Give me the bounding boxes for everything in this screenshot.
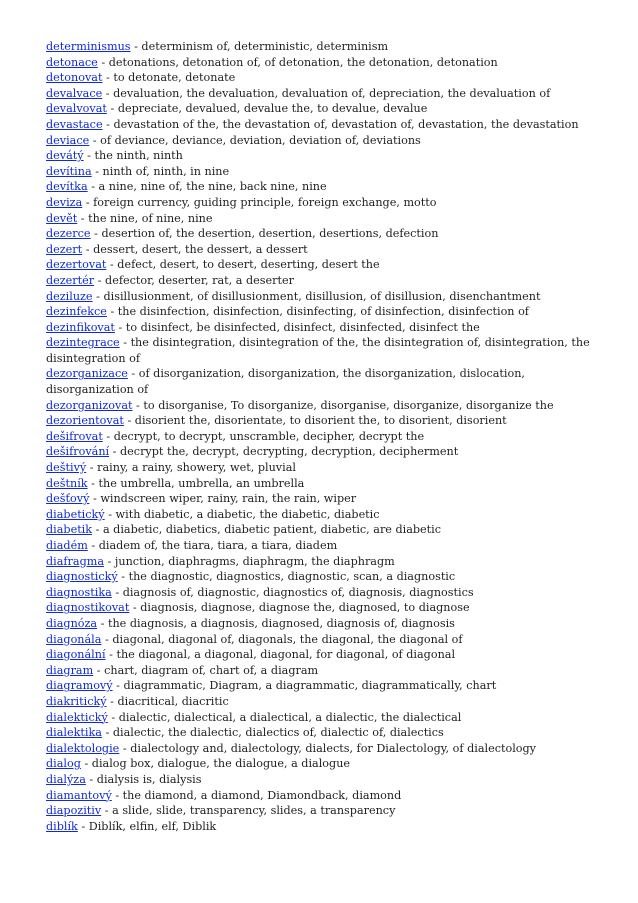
entry-term-link[interactable]: diabetik [46, 523, 93, 537]
dictionary-entry [46, 335, 594, 366]
dictionary-entry [46, 211, 594, 227]
dictionary-entry [46, 476, 594, 492]
dictionary-entry [46, 522, 594, 538]
dictionary-entry [46, 242, 594, 258]
dictionary-entry [46, 39, 594, 55]
entry-term-link[interactable]: diblík [46, 819, 78, 833]
entry-separator: - [111, 788, 123, 802]
dictionary-entry [46, 86, 594, 102]
entry-term-link[interactable]: deviace [46, 133, 90, 147]
entry-separator: - [127, 367, 139, 381]
entry-term-link[interactable]: diafragma [46, 554, 105, 568]
dictionary-entry [46, 195, 594, 211]
entry-translation: of disorganization, disorganization, the disorganization, dislocation, disorganization of [46, 367, 525, 397]
entry-term-link[interactable]: diagnostika [46, 585, 112, 599]
dictionary-entry [46, 569, 594, 585]
entry-translation: foreign currency, guiding principle, foreign exchange, motto [93, 195, 437, 209]
entry-separator: - [104, 554, 115, 568]
entry-term-link[interactable]: devět [46, 211, 78, 225]
entry-term-link[interactable]: devátý [46, 149, 84, 163]
entry-translation: diagrammatic, Diagram, a diagrammatic, diagrammatically, chart [123, 679, 497, 693]
entry-term-link[interactable]: diagonální [46, 648, 106, 662]
entry-separator: - [107, 710, 119, 724]
entry-list [46, 39, 594, 834]
entry-translation: disillusionment, of disillusionment, disillusion, of disillusion, disenchantment [103, 289, 541, 303]
entry-translation: rainy, a rainy, showery, wet, pluvial [97, 461, 296, 475]
entry-term-link[interactable]: dezertér [46, 273, 95, 287]
entry-translation: a diabetic, diabetics, diabetic patient, diabetic, are diabetic [102, 523, 442, 537]
entry-translation: disorient the, disorientate, to disorient the, to disorient, disorient [134, 414, 507, 428]
entry-separator: - [92, 523, 103, 537]
entry-translation: determinism of, deterministic, determinism [141, 40, 389, 53]
dictionary-entry [46, 678, 594, 694]
entry-translation: diagnosis, diagnose, diagnose the, diagnosed, to diagnose [140, 601, 470, 615]
dictionary-entry [46, 148, 594, 164]
dictionary-entry [46, 413, 594, 429]
entry-translation: with diabetic, a diabetic, the diabetic, diabetic [115, 507, 380, 521]
entry-separator: - [89, 133, 101, 147]
entry-separator: - [112, 679, 124, 693]
dictionary-entry [46, 289, 594, 305]
entry-separator: - [92, 289, 104, 303]
entry-translation: decrypt the, decrypt, decrypting, decryption, decipherment [120, 445, 459, 459]
dictionary-entry [46, 273, 594, 289]
entry-separator: - [119, 741, 131, 755]
entry-separator: - [114, 320, 126, 334]
entry-translation: dialectic, dialectical, a dialectical, a dialectic, the dialectical [118, 710, 462, 724]
entry-term-link[interactable]: devítina [46, 164, 92, 178]
dictionary-entry [46, 600, 594, 616]
dictionary-entry [46, 741, 594, 757]
entry-translation: chart, diagram of, chart of, a diagram [104, 663, 319, 677]
dictionary-entry [46, 133, 594, 149]
entry-separator: - [117, 570, 129, 584]
dictionary-entry [46, 179, 594, 195]
entry-term-link[interactable]: dezintegrace [46, 336, 120, 350]
entry-translation: the nine, of nine, nine [88, 211, 213, 225]
entry-translation: the ninth, ninth [94, 149, 183, 163]
dictionary-entry [46, 226, 594, 242]
entry-translation: the diamond, a diamond, Diamondback, diamond [122, 788, 402, 802]
entry-separator: - [130, 40, 142, 53]
entry-term-link[interactable]: diagnostický [46, 570, 118, 584]
entry-translation: diacritical, diacritic [117, 694, 229, 708]
entry-separator: - [119, 336, 131, 350]
dictionary-entry [46, 772, 594, 788]
entry-term-link[interactable]: devalvace [46, 86, 103, 100]
entry-translation: Diblík, elfin, elf, Diblik [88, 819, 217, 833]
entry-separator: - [85, 772, 97, 786]
entry-term-link[interactable]: devítka [46, 180, 88, 194]
entry-term-link[interactable]: dešifrovat [46, 429, 103, 443]
entry-separator: - [82, 242, 94, 256]
dictionary-entry [46, 460, 594, 476]
dictionary-entry [46, 663, 594, 679]
entry-separator: - [91, 164, 103, 178]
entry-separator: - [87, 180, 99, 194]
entry-translation: diagnosis of, diagnostic, diagnostics of, diagnosis, diagnostics [122, 585, 474, 599]
dictionary-entry [46, 647, 594, 663]
entry-separator: - [94, 273, 106, 287]
entry-translation: dialog box, dialogue, the dialogue, a dialogue [91, 757, 351, 771]
entry-separator: - [123, 414, 135, 428]
entry-translation: a slide, slide, transparency, slides, a transparency [112, 804, 396, 818]
entry-translation: decrypt, to decrypt, unscramble, decipher, decrypt the [113, 429, 425, 443]
entry-term-link[interactable]: dialektologie [46, 741, 120, 755]
dictionary-entry [46, 70, 594, 86]
entry-separator: - [93, 663, 105, 677]
entry-separator: - [102, 429, 114, 443]
dictionary-entry [46, 756, 594, 772]
entry-separator: - [97, 616, 108, 630]
dictionary-entry [46, 257, 594, 273]
dictionary-entry [46, 788, 594, 804]
dictionary-entry [46, 491, 594, 507]
dictionary-entry [46, 117, 594, 133]
dictionary-entry [46, 320, 594, 336]
entry-term-link[interactable]: dialektický [46, 710, 108, 724]
entry-term-link[interactable]: dezinfikovat [46, 320, 115, 334]
entry-term-link[interactable]: dialektika [46, 726, 102, 740]
entry-term-link[interactable]: diamantový [46, 788, 112, 802]
entry-translation: defect, desert, to desert, deserting, desert the [117, 258, 380, 272]
entry-term-link[interactable]: dezert [46, 242, 83, 256]
entry-separator: - [105, 648, 117, 662]
entry-translation: defector, deserter, rat, a deserter [105, 273, 294, 287]
entry-separator: - [102, 117, 114, 131]
entry-term-link[interactable]: dešťový [46, 492, 90, 506]
dictionary-entry [46, 554, 594, 570]
entry-separator: - [80, 757, 92, 771]
entry-separator: - [77, 211, 89, 225]
dictionary-entry [46, 803, 594, 819]
entry-term-link[interactable]: diagnóza [46, 616, 98, 630]
entry-translation: desertion of, the desertion, desertion, desertions, defection [101, 227, 439, 241]
entry-separator: - [104, 507, 116, 521]
entry-separator: - [87, 476, 99, 490]
entry-separator: - [106, 102, 118, 116]
entry-translation: dessert, desert, the dessert, a dessert [93, 242, 308, 256]
dictionary-entry [46, 304, 594, 320]
entry-term-link[interactable]: diagonála [46, 632, 102, 646]
dictionary-entry [46, 507, 594, 523]
entry-term-link[interactable]: determinismus [46, 40, 131, 53]
entry-term-link[interactable]: dialog [46, 757, 81, 771]
entry-term-link[interactable]: deviza [46, 195, 83, 209]
entry-translation: dialysis is, dialysis [96, 772, 202, 786]
entry-term-link[interactable]: deštník [46, 476, 88, 490]
entry-term-link[interactable]: dezertovat [46, 258, 107, 272]
entry-term-link[interactable]: detonovat [46, 71, 103, 85]
entry-term-link[interactable]: dialýza [46, 772, 86, 786]
entry-translation: windscreen wiper, rainy, rain, the rain, wiper [100, 492, 357, 506]
entry-separator: - [89, 492, 101, 506]
dictionary-entry [46, 164, 594, 180]
entry-term-link[interactable]: diagnostikovat [46, 601, 130, 615]
entry-translation: depreciate, devalued, devalue the, to devalue, devalue [117, 102, 428, 116]
dictionary-entry [46, 398, 594, 414]
entry-term-link[interactable]: dezerce [46, 227, 91, 241]
entry-separator: - [106, 305, 118, 319]
entry-translation: to disorganise, To disorganize, disorganise, disorganize, disorganize the [143, 398, 554, 412]
entry-translation: ninth of, ninth, in nine [102, 164, 230, 178]
entry-term-link[interactable]: diakritický [46, 694, 107, 708]
entry-translation: the disinfection, disinfection, disinfecting, of disinfection, disinfection of [117, 305, 529, 319]
dictionary-entry [46, 632, 594, 648]
dictionary-entry [46, 55, 594, 71]
entry-term-link[interactable]: devastace [46, 117, 103, 131]
dictionary-entry [46, 366, 594, 397]
dictionary-entry [46, 101, 594, 117]
entry-term-link[interactable]: deštivý [46, 461, 87, 475]
entry-translation: dialectic, the dialectic, dialectics of, dialectic of, dialectics [112, 726, 444, 740]
entry-translation: the diagnosis, a diagnosis, diagnosed, diagnosis of, diagnosis [107, 616, 455, 630]
entry-separator: - [77, 819, 89, 833]
entry-term-link[interactable]: deziluze [46, 289, 93, 303]
dictionary-page [46, 39, 594, 834]
entry-translation: the umbrella, umbrella, an umbrella [98, 476, 305, 490]
dictionary-entry [46, 538, 594, 554]
dictionary-entry [46, 585, 594, 601]
entry-separator: - [101, 632, 113, 646]
entry-separator: - [111, 585, 123, 599]
entry-separator: - [109, 445, 121, 459]
entry-term-link[interactable]: diagram [46, 663, 94, 677]
entry-translation: of deviance, deviance, deviation, deviation of, deviations [100, 133, 421, 147]
entry-term-link[interactable]: dezorientovat [46, 414, 124, 428]
entry-translation: the diagnostic, diagnostics, diagnostic, scan, a diagnostic [128, 570, 456, 584]
entry-separator: - [106, 258, 118, 272]
entry-term-link[interactable]: dešifrování [46, 445, 110, 459]
dictionary-entry [46, 819, 594, 835]
dictionary-entry [46, 444, 594, 460]
entry-translation: the diagonal, a diagonal, diagonal, for diagonal, of diagonal [116, 648, 456, 662]
entry-term-link[interactable]: diadém [46, 539, 88, 552]
entry-term-link[interactable]: dezinfekce [46, 305, 107, 319]
entry-separator: - [132, 398, 144, 412]
dictionary-entry [46, 429, 594, 445]
entry-separator: - [87, 539, 99, 552]
entry-separator: - [86, 461, 98, 475]
entry-translation: to detonate, detonate [113, 71, 236, 85]
entry-separator: - [83, 149, 95, 163]
dictionary-entry [46, 725, 594, 741]
entry-term-link[interactable]: detonace [46, 55, 98, 69]
entry-translation: devastation of the, the devastation of, devastation of, devastation, the devastation [113, 117, 579, 131]
entry-separator: - [101, 726, 113, 740]
entry-separator: - [129, 601, 141, 615]
entry-term-link[interactable]: diagramový [46, 679, 113, 693]
entry-translation: diagonal, diagonal of, diagonals, the diagonal, the diagonal of [112, 632, 463, 646]
entry-separator: - [82, 195, 94, 209]
entry-term-link[interactable]: devalvovat [46, 102, 107, 116]
entry-term-link[interactable]: diapozitiv [46, 804, 102, 818]
entry-translation: the disintegration, disintegration of the, the disintegration of, disintegration, the disintegration of [46, 336, 590, 365]
entry-translation: dialectology and, dialectology, dialects, for Dialectology, of dialectology [130, 741, 537, 755]
dictionary-entry [46, 616, 594, 632]
entry-separator: - [102, 71, 114, 85]
entry-separator: - [106, 694, 118, 708]
entry-translation: junction, diaphragms, diaphragm, the diaphragm [114, 554, 395, 568]
entry-separator: - [102, 86, 114, 100]
entry-translation: a nine, nine of, the nine, back nine, nine [98, 180, 327, 194]
entry-translation: to disinfect, be disinfected, disinfect, disinfected, disinfect the [125, 320, 480, 334]
entry-translation: devaluation, the devaluation, devaluation of, depreciation, the devaluation of [113, 86, 551, 100]
entry-term-link[interactable]: dezorganizace [46, 367, 128, 381]
entry-translation: diadem of, the tiara, tiara, a tiara, diadem [98, 539, 338, 552]
entry-separator: - [101, 804, 113, 818]
entry-term-link[interactable]: dezorganizovat [46, 398, 133, 412]
dictionary-entry [46, 710, 594, 726]
dictionary-entry [46, 694, 594, 710]
entry-separator: - [90, 227, 102, 241]
entry-term-link[interactable]: diabetický [46, 507, 105, 521]
entry-separator: - [97, 55, 109, 69]
entry-translation: detonations, detonation of, of detonation, the detonation, detonation [108, 55, 498, 69]
